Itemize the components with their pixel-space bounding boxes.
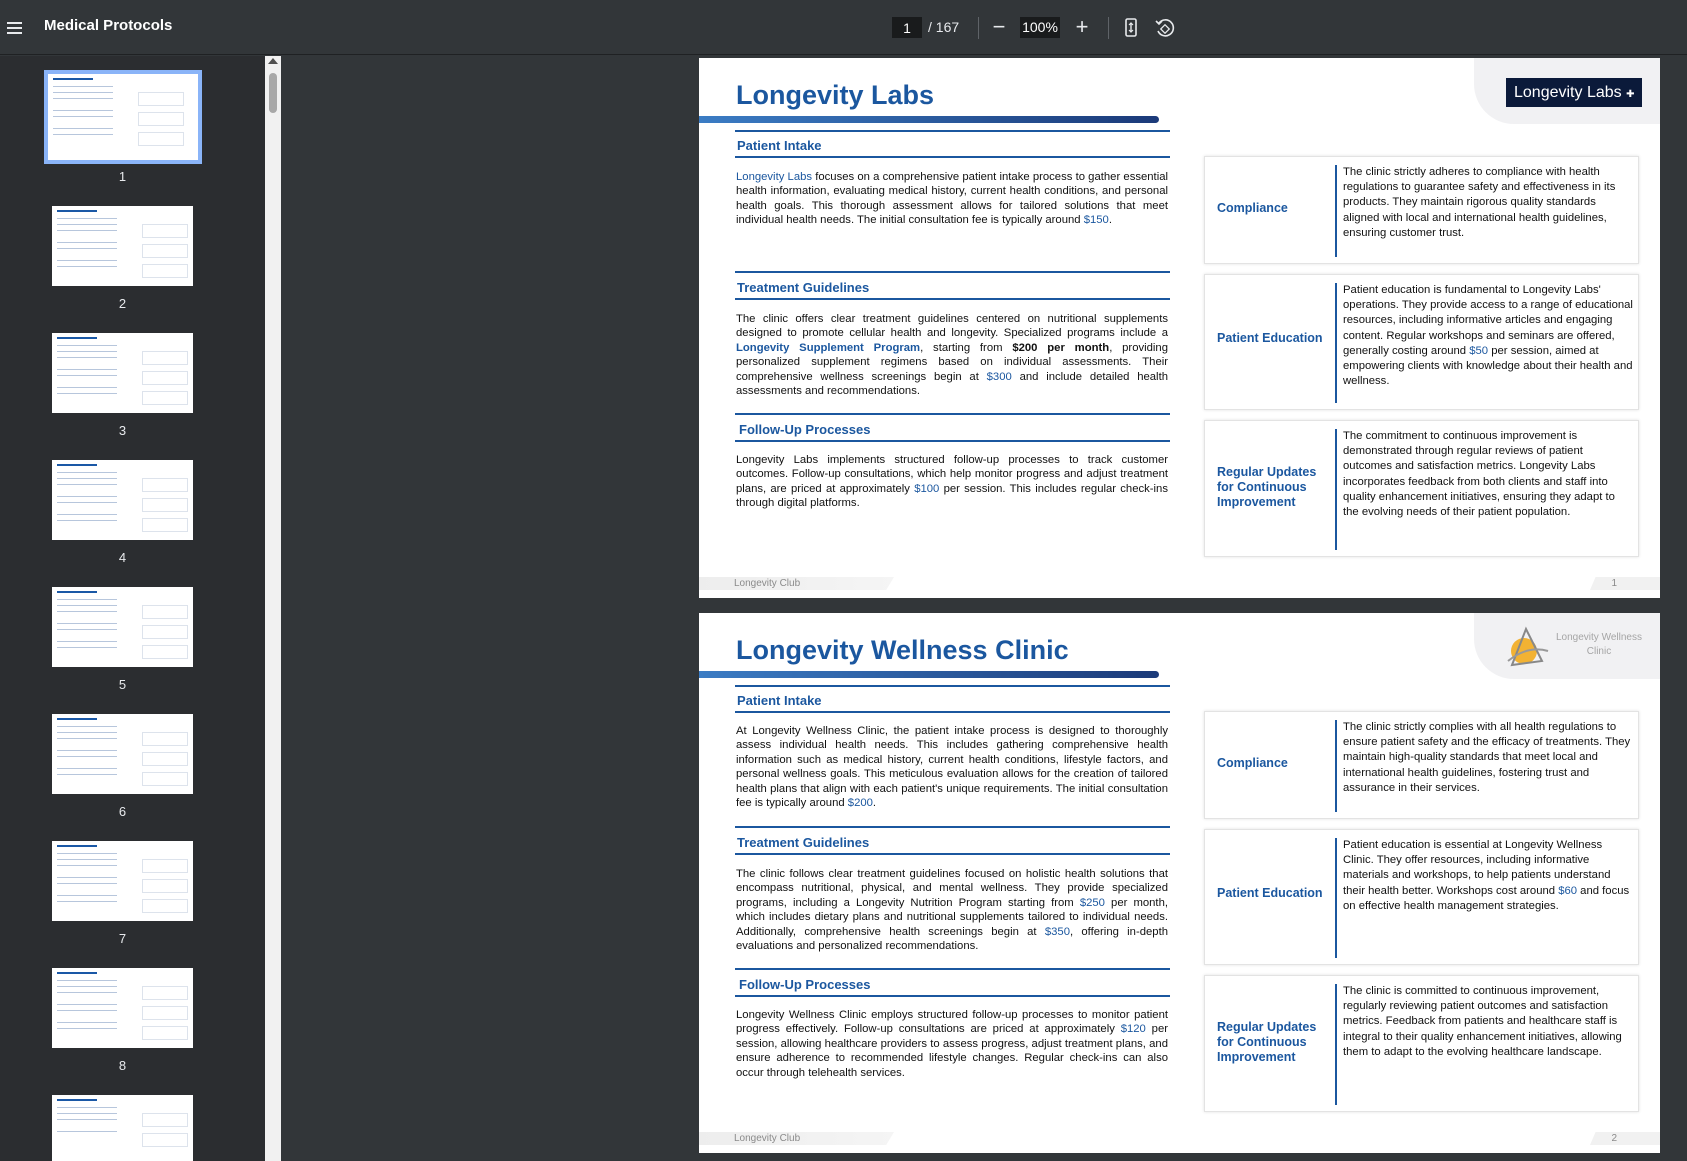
section-rule [735, 298, 1170, 300]
card-text: The clinic strictly adheres to compliance with health regulations to guarantee safety and effectiveness in its products. They maintain rigorous quality standards aligned with local and international health guidelines, ensuring customer trust. [1343, 166, 1616, 239]
section-rule [735, 968, 1170, 970]
footer-page-number: 2 [1611, 1133, 1617, 1144]
pdf-page [699, 613, 1660, 1153]
thumbnail-page-number: 4 [118, 550, 127, 565]
section-heading: Patient Intake [737, 693, 822, 708]
footer-page-number: 1 [1611, 578, 1617, 589]
info-card-compliance [1204, 711, 1639, 819]
thumbnail-page-number: 6 [118, 804, 127, 819]
section-rule [735, 440, 1170, 442]
info-card-updates [1204, 420, 1639, 557]
section-rule [735, 271, 1170, 273]
page-thumbnail[interactable] [52, 841, 193, 921]
card-divider [1335, 429, 1337, 550]
section-text: The clinic follows clear treatment guidelines focused on holistic health solutions that encompass nutritional, physical, and mental wellness. They provide specialized programs, including a Longevity Nutrition Program starting from $250 per month, which includes dietary plans and nutritional supplements tailored to individual needs. Additionally, comprehensive health screenings begin at $350, offering in-depth evaluations and personalized recommendations. [736, 868, 1168, 953]
footer-number-bar [1590, 577, 1660, 590]
section-heading: Follow-Up Processes [739, 977, 871, 992]
zoom-level[interactable]: 100% [1020, 17, 1060, 38]
footer-text: Longevity Club [734, 578, 801, 589]
page-thumbnail[interactable] [52, 460, 193, 540]
page-title: Longevity Labs [736, 80, 935, 110]
card-divider [1335, 283, 1337, 403]
thumbnail-page-number: 3 [118, 423, 127, 438]
section-heading: Treatment Guidelines [737, 280, 870, 295]
section-rule [735, 853, 1170, 855]
card-text: The commitment to continuous improvement is demonstrated through regular reviews of patient outcomes and satisfaction metrics. Longevity Labs incorporates feedback from both clients and staff into quality enhancement initiatives, ensuring they adapt to the evolving needs of their patient population. [1343, 430, 1615, 519]
card-divider [1335, 984, 1337, 1105]
clinic-logo-icon [1502, 621, 1554, 673]
thumbnail-page-number: 7 [118, 931, 127, 946]
card-label: Patient Education [1217, 331, 1323, 345]
section-heading: Follow-Up Processes [739, 422, 871, 437]
section-text: Longevity Wellness Clinic employs structured follow-up processes to monitor patient progress effectively. Follow-up consultations are priced at approximately $120 per session, allowing healthcare providers to assess progress, adjust treatment plans, and ensure adherence to recommended lifestyle changes. Regular check-ins can also occur through telehealth services. [736, 1009, 1169, 1079]
card-text: The clinic strictly complies with all health regulations to ensure patient safety and the efficacy of treatments. They maintain high-quality standards that meet local and international health guidelines, fostering trust and assurance in their services. [1343, 721, 1631, 794]
card-divider [1335, 720, 1337, 812]
section-rule [735, 130, 1170, 132]
title-underline [699, 671, 1159, 678]
section-text: At Longevity Wellness Clinic, the patient intake process is designed to thoroughly assess individual health needs. This includes gathering comprehensive health information such as medical history, current health conditions, lifestyle factors, and personal wellness goals. This meticulous evaluation allows for the creation of tailored health plans that align with each patient's unique requirements. The initial consultation fee is typically around $200. [736, 725, 1168, 810]
page-total: / 167 [928, 19, 960, 35]
zoom-out-button[interactable]: − [992, 14, 1006, 39]
thumbnail-sidebar [0, 56, 265, 1161]
footer-number-bar [1590, 1132, 1660, 1145]
card-label: Compliance [1217, 756, 1288, 770]
card-label: Regular Updates for Continuous Improvement [1217, 1020, 1317, 1064]
page-thumbnail[interactable] [52, 333, 193, 413]
card-divider [1335, 838, 1337, 958]
footer-text: Longevity Club [734, 1133, 801, 1144]
page-number-input[interactable] [892, 17, 922, 38]
page-thumbnail[interactable] [48, 74, 198, 160]
card-label: Patient Education [1217, 886, 1323, 900]
rotate-icon[interactable] [1152, 15, 1178, 41]
scroll-up-arrow-icon[interactable] [268, 58, 278, 64]
section-rule [735, 156, 1170, 158]
page-thumbnail[interactable] [52, 1095, 193, 1161]
section-text: The clinic offers clear treatment guidelines centered on nutritional supplements designed to promote cellular health and longevity. Specialized programs include a Longevity Supplement Program, starting from $200 per month, providing personalized supplement regimens based on individual assessments. Their comprehensive wellness screenings begin at $300 and include detailed health assessments and recommendations. [736, 313, 1168, 398]
page-thumbnail[interactable] [52, 714, 193, 794]
thumbnail-page-number: 1 [118, 169, 127, 184]
toolbar-divider [978, 17, 979, 39]
section-text: Longevity Labs focuses on a comprehensive patient intake process to gather essential health information, evaluating medical history, current health conditions, and personal health goals. This thorough assessment allows for tailored solutions that meet individual health needs. The initial consultation fee is typically around $150. [736, 171, 1168, 227]
thumbnail-page-number: 8 [118, 1058, 127, 1073]
info-card-education [1204, 274, 1639, 410]
card-divider [1335, 165, 1337, 257]
logo-area [1474, 613, 1660, 679]
section-rule [735, 685, 1170, 687]
pdf-page [699, 58, 1660, 598]
document-title: Medical Protocols [44, 17, 173, 34]
thumbnail-page-number: 2 [118, 296, 127, 311]
info-card-compliance [1204, 156, 1639, 264]
card-text: The clinic is committed to continuous improvement, regularly reviewing patient outcomes and satisfaction metrics. Feedback from patients and healthcare staff is integral to their quality enhancement initiatives, allowing them to adapt to the evolving healthcare landscape. [1343, 985, 1622, 1058]
pdf-toolbar [0, 0, 1687, 55]
card-label: Compliance [1217, 201, 1288, 215]
logo-area [1474, 58, 1660, 124]
section-rule [735, 413, 1170, 415]
card-label: Regular Updates for Continuous Improvement [1217, 465, 1317, 509]
zoom-in-button[interactable]: + [1075, 14, 1089, 39]
info-card-education [1204, 829, 1639, 965]
toolbar-divider [1108, 17, 1109, 39]
menu-icon[interactable] [4, 16, 28, 40]
section-rule [735, 995, 1170, 997]
section-text: Longevity Labs implements structured follow-up processes to track customer outcomes. Follow-up consultations, which help monitor progress and adjust treatment plans, are priced at approximately $100 per session. This includes regular check-ins through digital platforms. [736, 454, 1168, 510]
card-text: Patient education is fundamental to Longevity Labs' operations. They provide access to a range of educational resources, including informative articles and engaging content. Regular workshops and seminars are offered, generally costing around $50 per session, aimed at empowering clients with knowledge about their health and wellness. [1343, 284, 1633, 388]
title-underline [699, 116, 1159, 123]
section-heading: Treatment Guidelines [737, 835, 870, 850]
thumbnail-page-number: 5 [118, 677, 127, 692]
page-thumbnail[interactable] [52, 206, 193, 286]
sidebar-scrollbar[interactable] [265, 56, 281, 1161]
page-thumbnail[interactable] [52, 587, 193, 667]
section-rule [735, 711, 1170, 713]
section-heading: Patient Intake [737, 138, 822, 153]
fit-page-icon[interactable] [1118, 15, 1144, 41]
page-thumbnail[interactable] [52, 968, 193, 1048]
clinic-logo-text: Longevity Wellness Clinic [1556, 632, 1642, 657]
sidebar-scrollbar-thumb[interactable] [269, 73, 277, 113]
company-logo: Longevity Labs ✚ [1506, 78, 1642, 107]
card-text: Patient education is essential at Longevity Wellness Clinic. They offer resources, including informative materials and workshops, to help patients understand their health better. Workshops cost around $60 and focus on effective health management strategies. [1343, 839, 1630, 912]
section-rule [735, 826, 1170, 828]
page-title: Longevity Wellness Clinic [736, 635, 1069, 665]
info-card-updates [1204, 975, 1639, 1112]
